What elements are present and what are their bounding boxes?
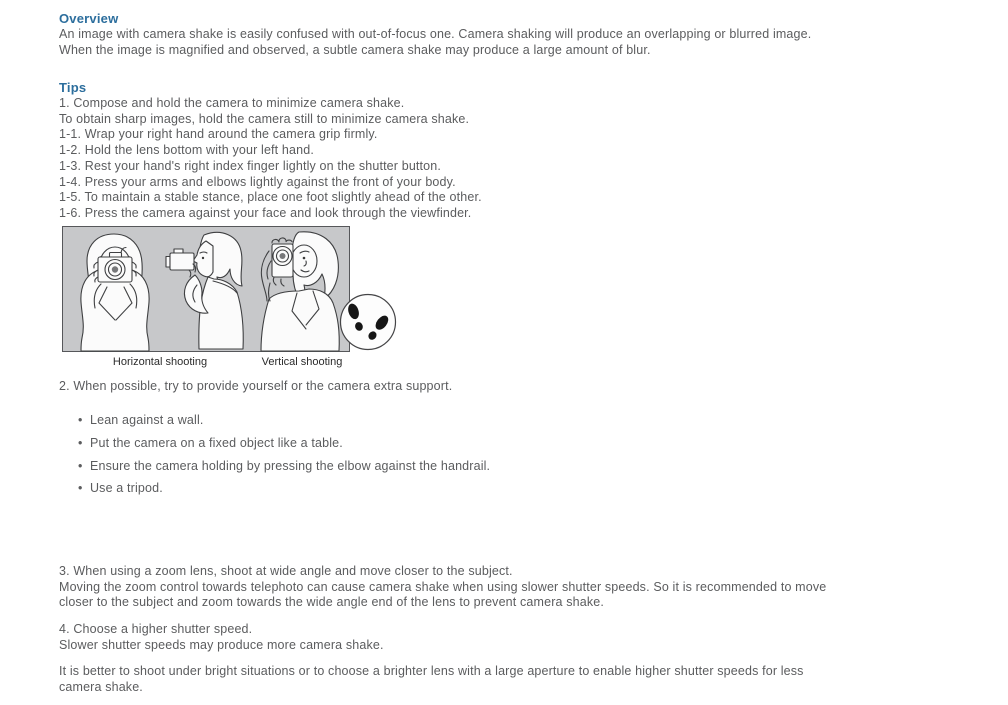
- tip1-line: 1-5. To maintain a stable stance, place one foot slightly ahead of the other.: [59, 190, 482, 205]
- figure3-torso: [261, 289, 339, 351]
- closing-line: It is better to shoot under bright situations or to choose a brighter lens with a large aperture to enable higher shutter speeds for less: [59, 664, 804, 678]
- overview-heading: Overview: [59, 11, 119, 26]
- bullet-item: • Put the camera on a fixed object like a table.: [59, 436, 490, 452]
- tip1-line: 1. Compose and hold the camera to minimize camera shake.: [59, 96, 405, 110]
- tip3-line: 3. When using a zoom lens, shoot at wide angle and move closer to the subject.: [59, 564, 513, 578]
- overview-paragraph: [59, 27, 811, 58]
- closing-line: camera shake.: [59, 679, 143, 694]
- figure-caption-vertical: Vertical shooting: [261, 356, 343, 368]
- tip4-line: Slower shutter speeds may produce more camera shake.: [59, 637, 384, 652]
- tip1-line: 1-2. Hold the lens bottom with your left hand.: [59, 143, 314, 158]
- figure-caption-horizontal: Horizontal shooting: [112, 356, 208, 368]
- tip1-line: To obtain sharp images, hold the camera still to minimize camera shake.: [59, 111, 470, 126]
- figure1-lens-inner: [112, 266, 118, 272]
- figure2-camera-lens: [166, 257, 170, 268]
- tip1-line: 1-3. Rest your hand's right index finger lightly on the shutter button.: [59, 158, 441, 173]
- tip1-line: 1-4. Press your arms and elbows lightly against the front of your body.: [59, 174, 456, 189]
- tip2-bullet-list: [59, 413, 490, 504]
- tip1-paragraph: [59, 96, 482, 222]
- overview-line: An image with camera shake is easily confused with out-of-focus one. Camera shaking will produce an overlapping or blurred image.: [59, 27, 812, 41]
- closing-paragraph: [59, 664, 804, 695]
- camera-hold-illustration: [59, 225, 400, 371]
- figure3-eye: [303, 257, 306, 260]
- tip4-paragraph: [59, 622, 384, 653]
- tip3-line: closer to the subject and zoom towards the wide angle end of the lens to prevent camera shake.: [59, 595, 604, 610]
- bullet-item: • Use a tripod.: [59, 481, 490, 497]
- bullet-item: • Lean against a wall.: [59, 413, 490, 429]
- camera-hold-figure: [59, 225, 400, 376]
- tip4-line: 4. Choose a higher shutter speed.: [59, 622, 253, 636]
- tip3-paragraph: [59, 564, 826, 611]
- overview-line: When the image is magnified and observed, a subtle camera shake may produce a large amount of blur.: [59, 42, 651, 57]
- tip2-intro: 2. When possible, try to provide yourself or the camera extra support.: [59, 379, 453, 393]
- tip1-line: 1-1. Wrap your right hand around the camera grip firmly.: [59, 127, 378, 142]
- foot-position-circle: [341, 295, 396, 350]
- bullet-item: • Ensure the camera holding by pressing the elbow against the handrail.: [59, 459, 490, 475]
- tip1-line: 1-6. Press the camera against your face and look through the viewfinder.: [59, 205, 472, 220]
- figure3-lens-inner: [280, 253, 286, 259]
- tips-heading: Tips: [59, 80, 87, 95]
- tip3-line: Moving the zoom control towards telephoto can cause camera shake when using slower shutter speeds. So it is recommended to move: [59, 579, 827, 594]
- figure2-eye: [202, 257, 204, 259]
- horizontal-shooting-figure-front: [81, 234, 149, 351]
- figure2-camera-body: [170, 253, 194, 270]
- figure3-face: [291, 245, 317, 277]
